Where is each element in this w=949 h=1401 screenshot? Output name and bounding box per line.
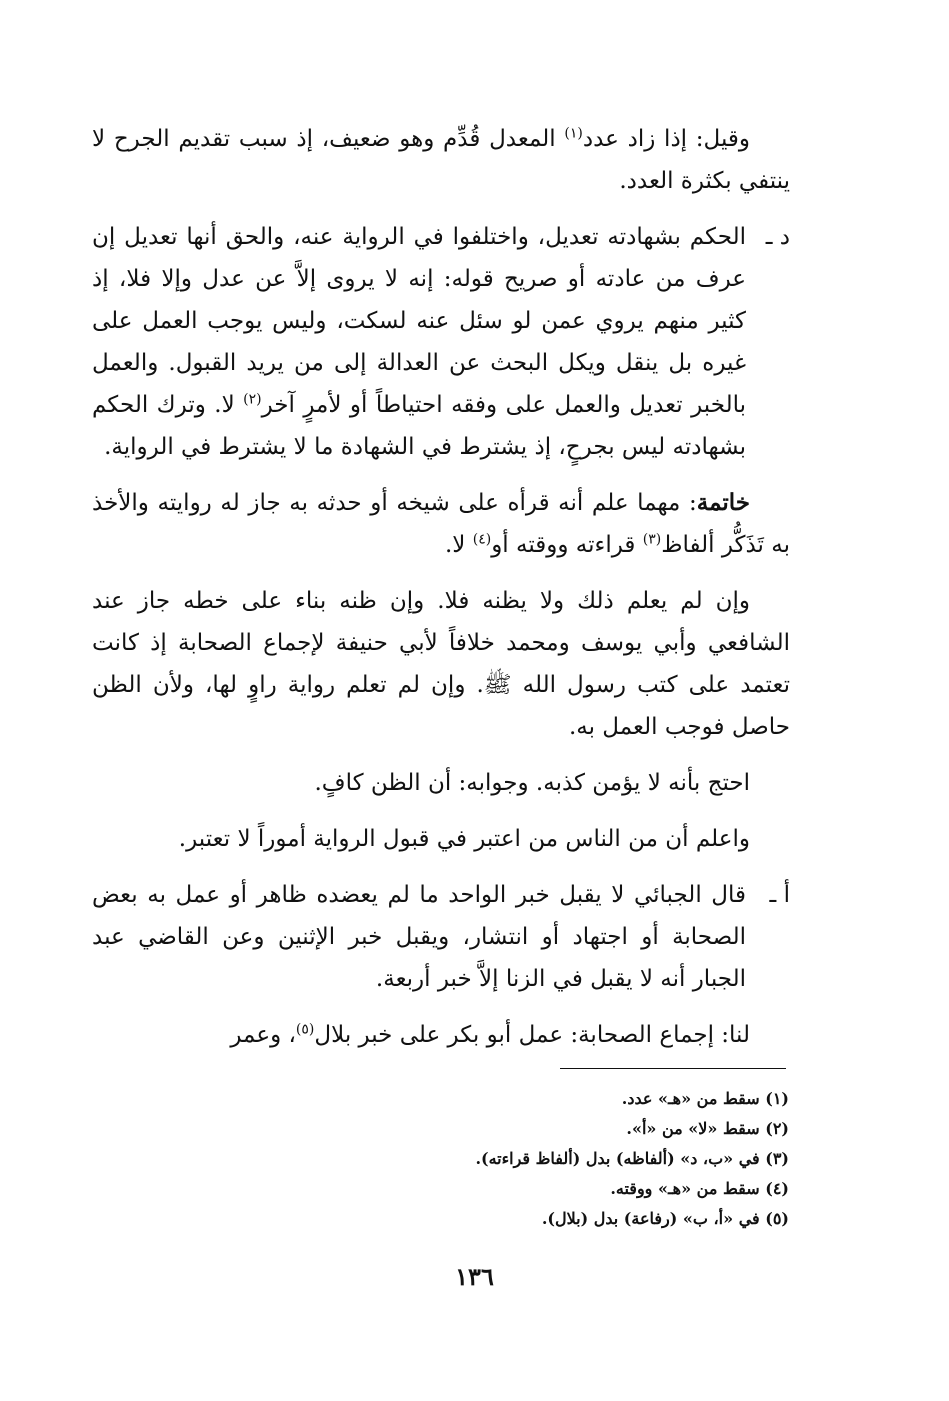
- footnote-ref[interactable]: (١): [564, 125, 583, 142]
- footnotes: [189, 1084, 789, 1234]
- paragraph-text: لا. وترك الحكم بشهادته ليس بجرحٍ، إذ يشترط في الشهادة ما لا يشترط في الرواية.: [92, 392, 746, 460]
- footnote-ref[interactable]: (٥): [295, 1021, 315, 1038]
- list-item-d: [92, 216, 790, 468]
- paragraph: احتج بأنه لا يؤمن كذبه. وجوابه: أن الظن كافٍ.: [314, 770, 750, 796]
- footnote-ref[interactable]: (٤): [472, 531, 492, 548]
- paragraph-text: المعدل قُدِّم وهو ضعيف، إذ سبب تقديم الجرح لا ينتفي بكثرة العدد.: [92, 126, 790, 194]
- paragraph: واعلم أن من الناس من اعتبر في قبول الرواية أموراً لا تعتبر.: [178, 826, 750, 852]
- paragraph-text: قراءته ووقته أو: [491, 532, 643, 558]
- list-marker: د ـ: [765, 224, 790, 250]
- paragraph-text: : مهما علم أنه قرأه على شيخه أو حدثه به جاز له روايته والأخذ به تَذَكُّر ألفاظ: [92, 490, 790, 558]
- footnote: (٣) في «ب، د» (ألفاظه) بدل (ألفاظ قراءته).: [475, 1149, 789, 1168]
- footnote: (٥) في «أ، ب» (رفاعة) بدل (بلال).: [541, 1209, 789, 1228]
- list-marker: أ ـ: [769, 882, 790, 908]
- footnote-ref[interactable]: (٢): [243, 391, 262, 408]
- footnote: (١) سقط من «هـ» عدد.: [621, 1089, 789, 1108]
- footnote: (٢) سقط «لا» من «أ».: [626, 1119, 789, 1138]
- list-item-text: قال الجبائي لا يقبل خبر الواحد ما لم يعضده ظاهر أو عمل به بعض الصحابة أو اجتهاد أو انتشار، ويقبل خبر الإثنين وعن القاضي عبد الجبار أنه لا يقبل في الزنا إلاَّ خبر أربعة.: [92, 882, 746, 992]
- conclusion-label: خاتمة: [696, 489, 750, 516]
- paragraph-text: وقيل: إذا زاد عدد: [582, 126, 750, 152]
- paragraph: وإن لم يعلم ذلك ولا يظنه فلا. وإن ظنه بناء على خطه جاز عند الشافعي وأبي يوسف ومحمد خلافاً لأبي حنيفة لإجماع الصحابة إذ كانت تعتمد على كتب رسول الله ﷺ. وإن لم تعلم رواية راوٍ لها، ولأن الظن حاصل فوجب العمل به.: [92, 588, 790, 740]
- footnote: (٤) سقط من «هـ» ووقته.: [610, 1179, 789, 1198]
- conclusion-paragraph: [92, 482, 790, 566]
- paragraph: [92, 118, 790, 202]
- paragraph-text: لنا: إجماع الصحابة: عمل أبو بكر على خبر بلال: [314, 1022, 750, 1048]
- paragraph-text: ، وعمر: [230, 1022, 296, 1048]
- page-number: ١٣٦: [455, 1262, 494, 1291]
- footnote-divider: [560, 1068, 786, 1069]
- paragraph: [92, 1014, 790, 1056]
- list-item-text: [92, 216, 746, 468]
- list-item-a: [92, 874, 790, 1000]
- footnote-ref[interactable]: (٣): [642, 531, 662, 548]
- paragraph-text: لا.: [444, 532, 473, 558]
- paragraph-text: الحكم بشهادته تعديل، واختلفوا في الرواية عنه، والحق أنها تعديل إن عرف من عادته أو صريح قوله: إنه لا يروى إلاَّ عن عدل وإلا فلا، إذ كثير منهم يروي عمن لو سئل عنه لسكت، وليس يوجب العمل على غيره بل ينقل ويكل البحث عن العدالة إلى من يريد القبول. والعمل بالخبر تعديل والعمل على وفقه احتياطاً أو لأمرٍ آخر: [92, 224, 746, 418]
- main-text: [92, 118, 790, 1070]
